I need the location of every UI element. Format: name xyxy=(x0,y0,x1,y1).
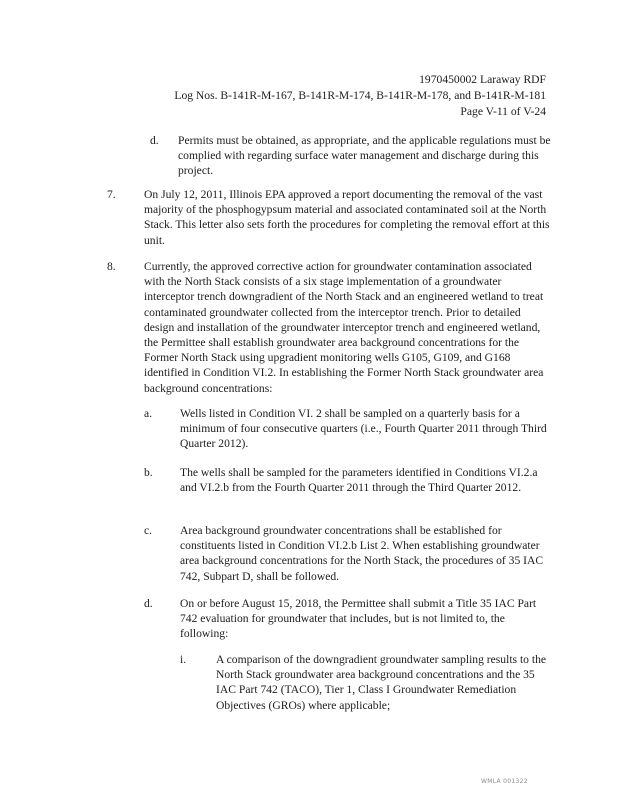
item-text-b: The wells shall be sampled for the parameters identified in Conditions VI.2.a and VI.2.b from the Fourth Quarter 2011 through the Third Quarter 2012. xyxy=(180,466,538,495)
item-label-a: a. xyxy=(144,407,153,420)
bates-stamp: WMLA 001322 xyxy=(481,778,528,785)
item-text-8: Currently, the approved corrective action for groundwater contamination associated with the North Stack consists of a six stage implementation of a groundwater interceptor trench downgradient of the North Stack and an engineered wetland to treat contaminated groundwater collected from the interceptor trench. Prior to detailed design and installation of the groundwater interceptor trench and engineered wetland, the Permittee shall establish groundwater area background concentrations for the Former North Stack using upgradient monitoring wells G105, G109, and G168 identified in Condition VI.2. In establishing the Former North Stack groundwater area background concentrations: xyxy=(144,260,544,395)
header-facility-line: 1970450002 Laraway RDF xyxy=(419,73,546,86)
item-text-7: On July 12, 2011, Illinois EPA approved a report documenting the removal of the vast majority of the phosphogypsum material and associated contaminated soil at the North Stack. This letter also sets forth the procedures for completing the removal effort at this unit. xyxy=(144,188,550,247)
item-text-a: Wells listed in Condition VI. 2 shall be sampled on a quarterly basis for a minimum of four consecutive quarters (i.e., Fourth Quarter 2011 through Third Quarter 2012). xyxy=(180,407,547,451)
item-text-d: On or before August 15, 2018, the Permittee shall submit a Title 35 IAC Part 742 evaluation for groundwater that includes, but is not limited to, the following: xyxy=(180,597,537,641)
item-label-8: 8. xyxy=(107,260,116,273)
item-label-d: d. xyxy=(144,597,153,610)
item-label-b: b. xyxy=(144,466,153,479)
item-text-d-prev: Permits must be obtained, as appropriate, and the applicable regulations must be complied with regarding surface water management and discharge during this project. xyxy=(178,134,551,178)
item-text-c: Area background groundwater concentrations shall be established for constituents listed in Condition VI.2.b List 2. When establishing groundwater area background concentrations for the North Stack, the procedures of 35 IAC 742, Subpart D, shall be followed. xyxy=(180,524,544,583)
header-log-numbers: Log Nos. B-141R-M-167, B-141R-M-174, B-141R-M-178, and B-141R-M-181 xyxy=(174,89,546,102)
item-label-7: 7. xyxy=(107,188,116,201)
item-label-c: c. xyxy=(144,524,153,537)
item-label-d-prev: d. xyxy=(150,134,159,147)
item-label-i: i. xyxy=(180,653,187,666)
header-page-number: Page V-11 of V-24 xyxy=(460,105,546,118)
item-text-i: A comparison of the downgradient groundwater sampling results to the North Stack groundwater area background concentrations and the 35 IAC Part 742 (TACO), Tier 1, Class I Groundwater Remediation Objectives (GROs) where applicable; xyxy=(216,653,547,712)
